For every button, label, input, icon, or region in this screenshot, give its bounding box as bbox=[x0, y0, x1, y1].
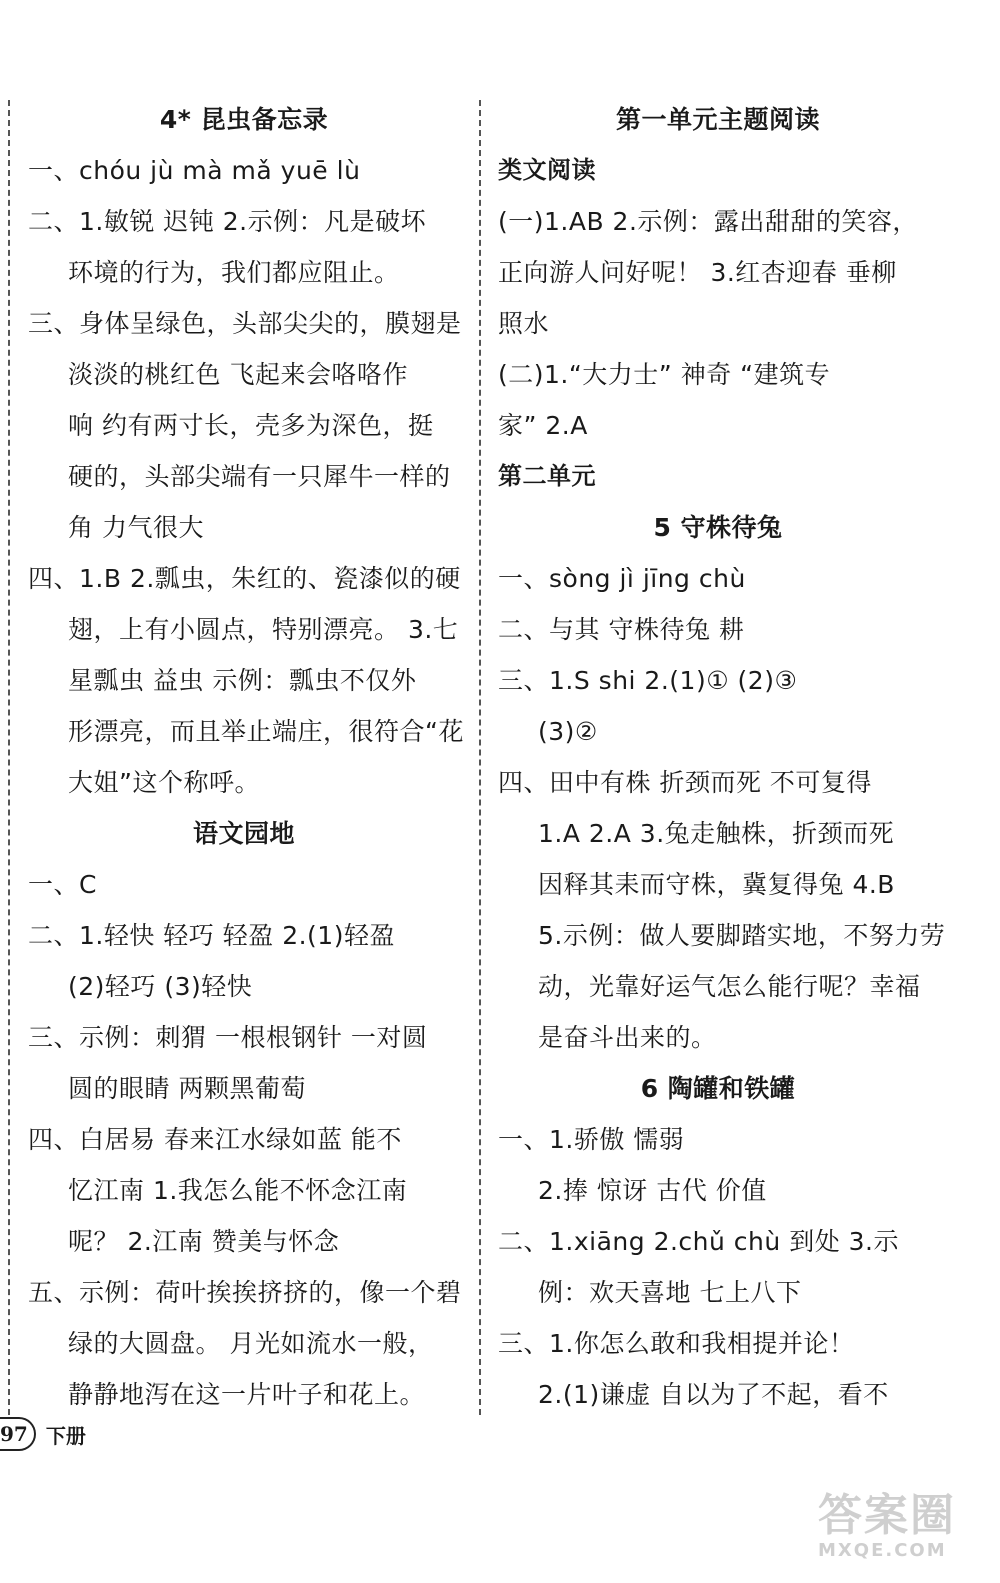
left-answer-line: 一、chóu jù mà mǎ yuē lù bbox=[28, 156, 361, 185]
right-answer-line: 一、1.骄傲 懦弱 bbox=[498, 1125, 685, 1154]
left-answer-line: 环境的行为，我们都应阻止。 bbox=[68, 258, 400, 287]
left-answer-line: 绿的大圆盘。 月光如流水一般， bbox=[68, 1329, 434, 1358]
right-answer-line: 四、田中有株 折颈而死 不可复得 bbox=[498, 768, 872, 797]
watermark-url: MXQE.COM bbox=[818, 1540, 947, 1561]
right-answer-line: 1.A 2.A 3.兔走触株，折颈而死 bbox=[538, 819, 895, 848]
right-answer-line: 2.捧 惊讶 古代 价值 bbox=[538, 1176, 767, 1205]
watermark-logo bbox=[818, 1492, 988, 1572]
left-answer-line: 形漂亮，而且举止端庄，很符合“花 bbox=[68, 717, 464, 746]
left-answer-line: 淡淡的桃红色 飞起来会咯咯作 bbox=[68, 360, 408, 389]
right-answer-line: 一、sòng jì jīng chù bbox=[498, 564, 746, 593]
right-answer-line: 类文阅读 bbox=[498, 156, 596, 184]
left-answer-line: 4* 昆虫备忘录 bbox=[159, 105, 329, 134]
left-answer-line: 翅，上有小圆点，特别漂亮。 3.七 bbox=[68, 615, 459, 644]
right-answer-line: 6 陶罐和铁罐 bbox=[640, 1074, 796, 1103]
page-footer bbox=[0, 1414, 86, 1454]
right-answer-line: 三、1.你怎么敢和我相提并论！ bbox=[498, 1329, 855, 1358]
left-answer-line: 角 力气很大 bbox=[68, 513, 204, 542]
right-answer-line: 家” 2.A bbox=[498, 411, 588, 440]
right-answer-line: 二、与其 守株待兔 耕 bbox=[498, 615, 745, 644]
column-divider bbox=[479, 100, 481, 1415]
left-answer-line: 语文园地 bbox=[192, 819, 295, 848]
left-answer-line: 二、1.敏锐 迟钝 2.示例：凡是破坏 bbox=[28, 207, 427, 236]
page-number: 97 bbox=[0, 1417, 36, 1451]
left-margin-divider bbox=[8, 100, 10, 1415]
right-answer-line: 正向游人问好呢！ 3.红杏迎春 垂柳 bbox=[498, 258, 897, 287]
left-answer-line: 四、白居易 春来江水绿如蓝 能不 bbox=[28, 1125, 402, 1154]
left-answer-line: 四、1.B 2.瓢虫，朱红的、瓷漆似的硬 bbox=[28, 564, 461, 593]
right-answer-line: 2.(1)谦虚 自以为了不起，看不 bbox=[538, 1380, 889, 1409]
right-answer-line: (二)1.“大力士” 神奇 “建筑专 bbox=[498, 360, 831, 389]
left-answer-line: 星瓢虫 益虫 示例：瓢虫不仅外 bbox=[68, 666, 417, 695]
right-answer-line: 照水 bbox=[498, 309, 550, 338]
left-answer-line: 呢？ 2.江南 赞美与怀念 bbox=[68, 1227, 340, 1256]
left-answer-line: 二、1.轻快 轻巧 轻盈 2.(1)轻盈 bbox=[28, 921, 395, 950]
right-answer-line: 是奋斗出来的。 bbox=[538, 1023, 717, 1052]
right-answer-line: (一)1.AB 2.示例：露出甜甜的笑容， bbox=[498, 207, 918, 236]
left-answer-line: 忆江南 1.我怎么能不怀念江南 bbox=[68, 1176, 408, 1205]
left-answer-line: 五、示例：荷叶挨挨挤挤的，像一个碧 bbox=[28, 1278, 462, 1307]
left-answer-line: 响 约有两寸长，壳多为深色，挺 bbox=[68, 411, 434, 440]
right-answer-line: 二、1.xiāng 2.chǔ chù 到处 3.示 bbox=[498, 1227, 899, 1256]
left-answer-line: 硬的，头部尖端有一只犀牛一样的 bbox=[68, 462, 451, 491]
left-column bbox=[28, 94, 464, 1420]
left-answer-line: 圆的眼睛 两颗黑葡萄 bbox=[68, 1074, 306, 1103]
left-answer-line: 静静地泻在这一片叶子和花上。 bbox=[68, 1380, 426, 1409]
right-answer-line: 三、1.S shi 2.(1)① (2)③ bbox=[498, 666, 798, 695]
left-answer-line: 三、身体呈绿色，头部尖尖的，膜翅是 bbox=[28, 309, 462, 338]
left-answer-line: (2)轻巧 (3)轻快 bbox=[68, 972, 253, 1001]
right-column bbox=[498, 94, 946, 1420]
right-answer-line: 例：欢天喜地 七上八下 bbox=[538, 1278, 802, 1307]
volume-label: 下册 bbox=[45, 1423, 86, 1448]
left-answer-line: 三、示例：刺猬 一根根钢针 一对圆 bbox=[28, 1023, 428, 1052]
right-answer-line: 第二单元 bbox=[498, 462, 596, 490]
right-answer-line: (3)② bbox=[538, 717, 598, 746]
right-answer-line: 因释其耒而守株，冀复得兔 4.B bbox=[538, 870, 895, 899]
left-answer-line: 大姐”这个称呼。 bbox=[68, 768, 260, 797]
right-answer-line: 5.示例：做人要脚踏实地，不努力劳 bbox=[538, 921, 946, 950]
right-answer-line: 5 守株待兔 bbox=[653, 513, 783, 542]
right-answer-line: 动，光靠好运气怎么能行呢？幸福 bbox=[538, 972, 921, 1001]
left-answer-line: 一、C bbox=[28, 870, 97, 899]
right-answer-line: 第一单元主题阅读 bbox=[615, 105, 820, 134]
watermark-main: 答案圈 bbox=[818, 1490, 956, 1541]
